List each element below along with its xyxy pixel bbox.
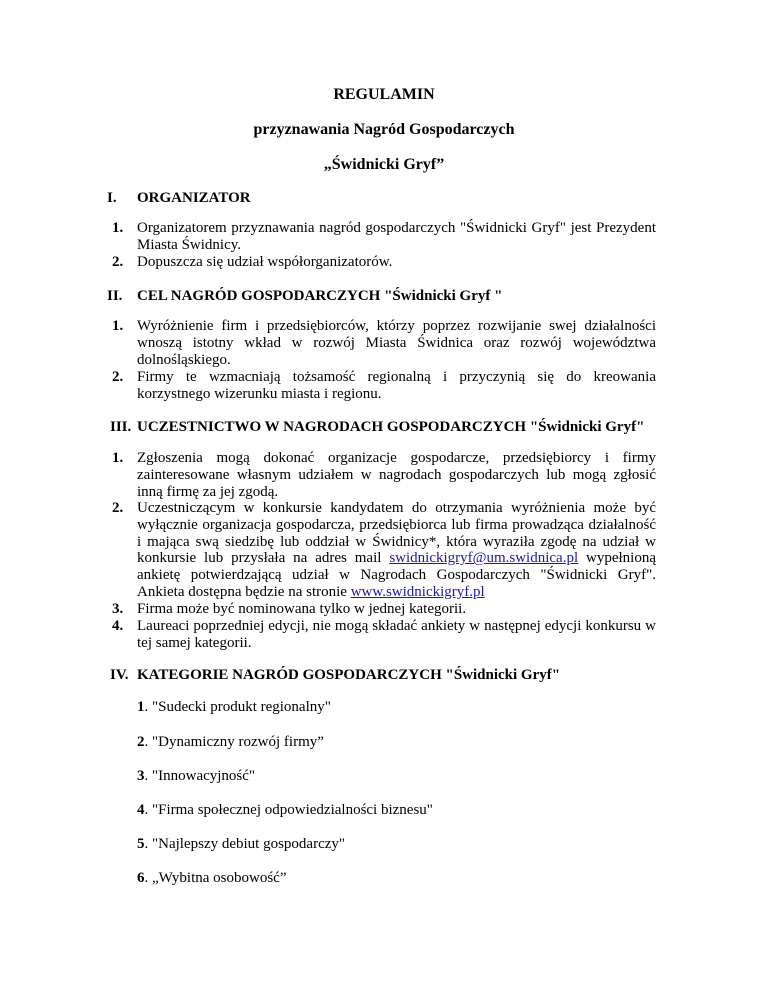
list-item — [112, 618, 656, 652]
section-heading: UCZESTNICTWO W NAGRODACH GOSPODARCZYCH "Świdnicki Gryf" — [137, 419, 645, 435]
category-label: . „Wybitna osobowość” — [144, 870, 287, 886]
item-text: Firmy te wzmacniają tożsamość regionalną i przyczynią się do kreowania korzystnego wizerunku miasta i regionu. — [137, 369, 656, 402]
item-text — [137, 500, 656, 601]
section-heading: CEL NAGRÓD GOSPODARCZYCH "Świdnicki Gryf " — [137, 288, 503, 304]
item-number: 1. — [112, 220, 124, 236]
item-text: Zgłoszenia mogą dokonać organizacje gospodarcze, przedsiębiorcy i firmy zainteresowane własnym udziałem w nagrodach gospodarczych lub mogą zgłosić inną firmę za jej zgodą. — [137, 450, 656, 500]
category-label: . "Dynamiczny rozwój firmy” — [144, 734, 324, 750]
document-subtitle: przyznawania Nagród Gospodarczych — [253, 121, 515, 138]
category-label: . "Innowacyjność" — [144, 768, 256, 784]
category-label: . "Sudecki produkt regionalny" — [144, 699, 331, 715]
category-number: 1 — [137, 699, 145, 715]
category-number: 3 — [137, 768, 145, 784]
section-number: IV. — [110, 667, 129, 683]
category-item — [137, 768, 255, 785]
item-number: 2. — [112, 254, 124, 270]
category-label: . "Najlepszy debiut gospodarczy" — [144, 836, 346, 852]
category-item — [137, 870, 286, 887]
item-text: Dopuszcza się udział współorganizatorów. — [137, 254, 393, 270]
list-item — [112, 318, 656, 368]
item-text-part: Uczestniczącym w konkursie kandydatem do otrzymania wyróżnienia może być wyłącznie organizacja gospodarcza, przedsiębiorca lub firma prowadząca działalność i mająca swą siedzibę lub oddział w Świdnicy*, która wyraziła zgodę na udział w konkursie lub przysłała na adres mail — [137, 500, 656, 567]
item-number: 4. — [112, 618, 124, 634]
section-heading: KATEGORIE NAGRÓD GOSPODARCZYCH "Świdnicki Gryf" — [137, 667, 561, 683]
list-item — [112, 220, 656, 254]
category-number: 5 — [137, 836, 145, 852]
section-heading: ORGANIZATOR — [137, 190, 251, 206]
item-number: 3. — [112, 601, 124, 617]
item-text: Organizatorem przyznawania nagród gospodarczych "Świdnicki Gryf" jest Prezydent Miasta Świdnicy. — [137, 220, 656, 253]
category-number: 2 — [137, 734, 145, 750]
category-label: . "Firma społecznej odpowiedzialności biznesu" — [144, 802, 433, 818]
document-title: REGULAMIN — [333, 86, 435, 103]
category-item — [137, 836, 345, 853]
award-name: „Świdnicki Gryf” — [323, 156, 445, 173]
section-number: III. — [110, 419, 132, 435]
category-item — [137, 802, 433, 819]
item-text: Wyróżnienie firm i przedsiębiorców, którzy poprzez rozwijanie swej działalności wnoszą istotny wkład w rozwój Miasta Świdnica oraz rozwój województwa dolnośląskiego. — [137, 318, 656, 368]
list-item — [112, 450, 656, 500]
section-number: I. — [107, 190, 117, 206]
item-number: 2. — [112, 500, 124, 516]
item-number: 2. — [112, 369, 124, 385]
website-link[interactable]: www.swidnickigryf.pl — [350, 583, 485, 600]
item-text: Firma może być nominowana tylko w jednej kategorii. — [137, 601, 467, 617]
category-number: 4 — [137, 802, 145, 818]
list-item — [112, 254, 656, 271]
email-link[interactable]: swidnickigryf@um.swidnica.pl — [389, 550, 579, 567]
list-item — [112, 500, 656, 601]
item-text-part: wypełnioną ankietę potwierdzającą udział w Nagrodach Gospodarczych "Świdnicki Gryf". Ankieta dostępna będzie na stronie — [137, 550, 657, 600]
list-item — [112, 601, 656, 618]
category-item — [137, 699, 331, 716]
list-item — [112, 369, 656, 403]
item-number: 1. — [112, 318, 124, 334]
category-item — [137, 734, 324, 751]
item-text: Laureaci poprzedniej edycji, nie mogą składać ankiety w następnej edycji konkursu w tej samej kategorii. — [137, 618, 656, 651]
section-number: II. — [107, 288, 123, 304]
category-number: 6 — [137, 870, 145, 886]
item-number: 1. — [112, 450, 124, 466]
